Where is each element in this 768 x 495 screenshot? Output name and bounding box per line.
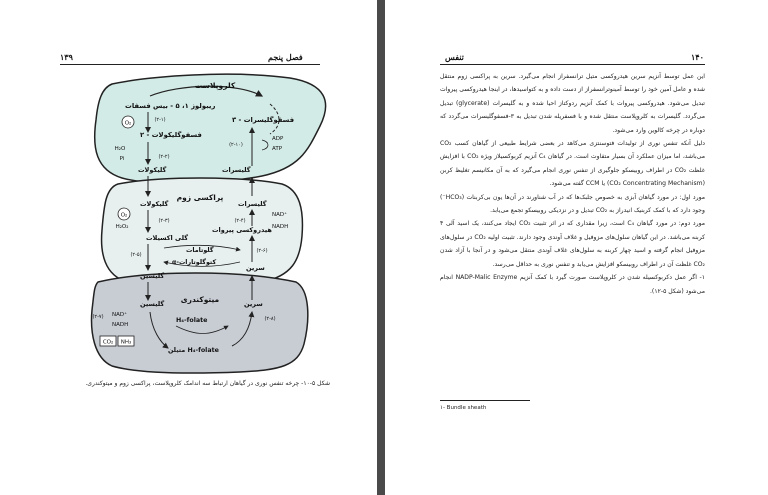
- mitochondrion-nadh-label: NADH: [112, 322, 129, 328]
- mitochondrion-glycine-label: گلیسین: [140, 300, 165, 308]
- body-text: [440, 70, 705, 298]
- hydroxypyruvate-label: هیدروکسی پیروات: [212, 226, 272, 234]
- peroxisome-serine-label: سرین: [246, 264, 265, 272]
- step-2-3-label: (۲-۳): [158, 218, 170, 224]
- figure-caption: شکل ۵-۱۰- چرخه تنفس نوری در گیاهان ارتباط سه اندامک کلروپلاست، پراکسی زوم و میتوکندری.: [85, 380, 330, 387]
- step-2-4-label: (۲-۴): [234, 218, 246, 224]
- step-2-10-label: (۲-۱۰): [229, 142, 243, 148]
- peroxisome-title: پراکسی زوم: [176, 193, 224, 202]
- phosphoglycerate-label: ۳ - فسفوگلیسرات: [232, 116, 295, 124]
- step-2-8-label: (۲-۸): [264, 316, 276, 322]
- step-2-2-label: (۲-۲): [158, 154, 170, 160]
- chloroplast-glycolate-label: گلیکولات: [138, 166, 167, 174]
- chloroplast-title: کلروپلاست: [194, 81, 236, 90]
- nh3-label: NH₃: [120, 339, 132, 346]
- phosphoglycolate-label: ۲ - فسفوگلیکولات: [140, 131, 202, 139]
- chloroplast-glycerate-label: گلیسرات: [222, 166, 251, 174]
- peroxisome-nad-label: NAD⁺: [272, 212, 288, 218]
- peroxisome-glycolate-label: گلیکولات: [140, 200, 169, 208]
- co2-label: CO₂: [102, 339, 114, 346]
- step-2-7-label: (۲-۷): [92, 314, 104, 320]
- chloroplast-o2-label: O₂: [124, 120, 132, 127]
- ketoglutarate-label: α-کتوگلوتارات: [172, 259, 217, 266]
- chloroplast-compartment: [95, 74, 326, 183]
- thf-label: H₄-folate: [176, 317, 208, 324]
- footnote: ۱- Bundle sheath: [440, 405, 487, 411]
- methylene-thf-label: متیلن H₄-folate: [168, 347, 219, 354]
- chloroplast-pi-label: Pi: [119, 156, 125, 162]
- paragraph-1: این عمل توسط آنزیم سرین هیدروکسی متیل ترانسفراز انجام می‌گیرد. سرین به پراکسی زوم منتقل شده و عامل آمین خود را توسط آمینوترانسفراز از دست داده و به کتواسیدها، در اینجا هیدروکسی پیروات تبدیل می‌شود. هیدروکسی پیروات با کمک آنزیم ردوکتاز احیا شده و به گلیسرات (glycerate) تبدیل می‌گردد. گلیسرات به کلروپلاست منتقل شده و با فسفریله شدن تبدیل به ۳-فسفوگلیسرات می‌گردد که دوباره در چرخه کالوین وارد می‌شود.: [440, 73, 706, 134]
- glutamate-label: گلوتامات: [186, 247, 214, 254]
- peroxisome-glycerate-label: گلیسرات: [238, 200, 267, 208]
- left-header-title: فصل پنجم: [268, 52, 303, 62]
- glyoxylate-label: گلی اکسیلات: [146, 234, 189, 242]
- chloroplast-adp-label: ADP: [272, 136, 284, 142]
- right-page: [385, 0, 768, 495]
- chloroplast-h2o-label: H₂O: [114, 146, 126, 152]
- h2o2-label: H₂O₂: [115, 224, 129, 230]
- header-rule: [440, 64, 705, 65]
- mitochondrion-nad-label: NAD⁺: [112, 312, 128, 318]
- paragraph-5: ۱- اگر عمل دکربوکسیله شدن در کلروپلاست صورت گیرد با کمک آنزیم NADP-Malic Enzyme انجام می‌شود (شکل ۵-۱۲).: [440, 274, 706, 295]
- peroxisome-nadh-label: NADH: [272, 224, 289, 230]
- mitochondrion-serine-label: سرین: [244, 300, 263, 308]
- step-2-5-label: (۲-۵): [130, 252, 142, 258]
- right-page-number: ۱۴۰: [691, 52, 704, 62]
- paragraph-3: مورد اول: در مورد گیاهان آبزی به خصوص جلبک‌ها که در آب شناورند در آن‌ها یون بی‌کربنات (HCO₃⁻) وجود دارد که با کمک کربنیک انیدراز به CO₂ تبدیل و در نزدیکی روبیسکو تجمع می‌یابد.: [440, 193, 705, 215]
- step-2-6-label: (۲-۶): [256, 248, 268, 254]
- page-gutter: [377, 0, 385, 495]
- photorespiration-diagram: [0, 0, 377, 380]
- chloroplast-atp-label: ATP: [272, 146, 283, 152]
- left-page-number: ۱۳۹: [60, 52, 73, 62]
- mitochondrion-title: میتوکندری: [180, 295, 220, 304]
- left-page: [0, 0, 377, 495]
- right-header-title: تنفس: [445, 52, 464, 62]
- ribulose-bisphosphate-label: ریبولوز ۱، ۵ - بیس فسفات: [125, 102, 216, 110]
- paragraph-2: دلیل آنکه تنفس نوری از تولیدات فتوسنتزی می‌کاهد در بعضی شرایط طبیعی از گیاهان کسب CO₂ می‌باشد، اما میزان عملکرد آن بسیار متفاوت است. در گیاهان C₄ آنزیم کربوکسیلاز ویژه CO₂ با افزایش غلظت CO₂ در اطراف روبیسکو جلوگیری از تنفس نوری انجام می‌گیرد که به آن مکانیسم تغلیظ کربن (CO₂ Concentrating Mechanism) یا CCM گفته می‌شود.: [440, 140, 705, 188]
- paragraph-4: مورد دوم: در مورد گیاهان C₄ است، زیرا مقداری که در اثر تثبیت CO₂ ایجاد می‌کنند، یک اسید آلی ۴ کربنه می‌باشد. در این گیاهان سلول‌های مزوفیل و غلاف آوندی وجود دارند. تثبیت اولیه CO₂ در سلول‌های مزوفیل انجام گرفته و اسید چهار کربنه به سلول‌های غلاف آوندی منتقل می‌شود و در آنجا با آزاد شدن CO₂ غلظت آن در اطراف روبیسکو افزایش می‌یابد و تنفس نوری به حداقل می‌رسد.: [440, 220, 706, 268]
- peroxisome-o2-label: O₂: [120, 212, 128, 219]
- peroxisome-glycine-label: گلیسین: [140, 272, 165, 280]
- step-2-1-label: (۲-۱): [154, 117, 166, 123]
- footnote-rule: [440, 400, 530, 401]
